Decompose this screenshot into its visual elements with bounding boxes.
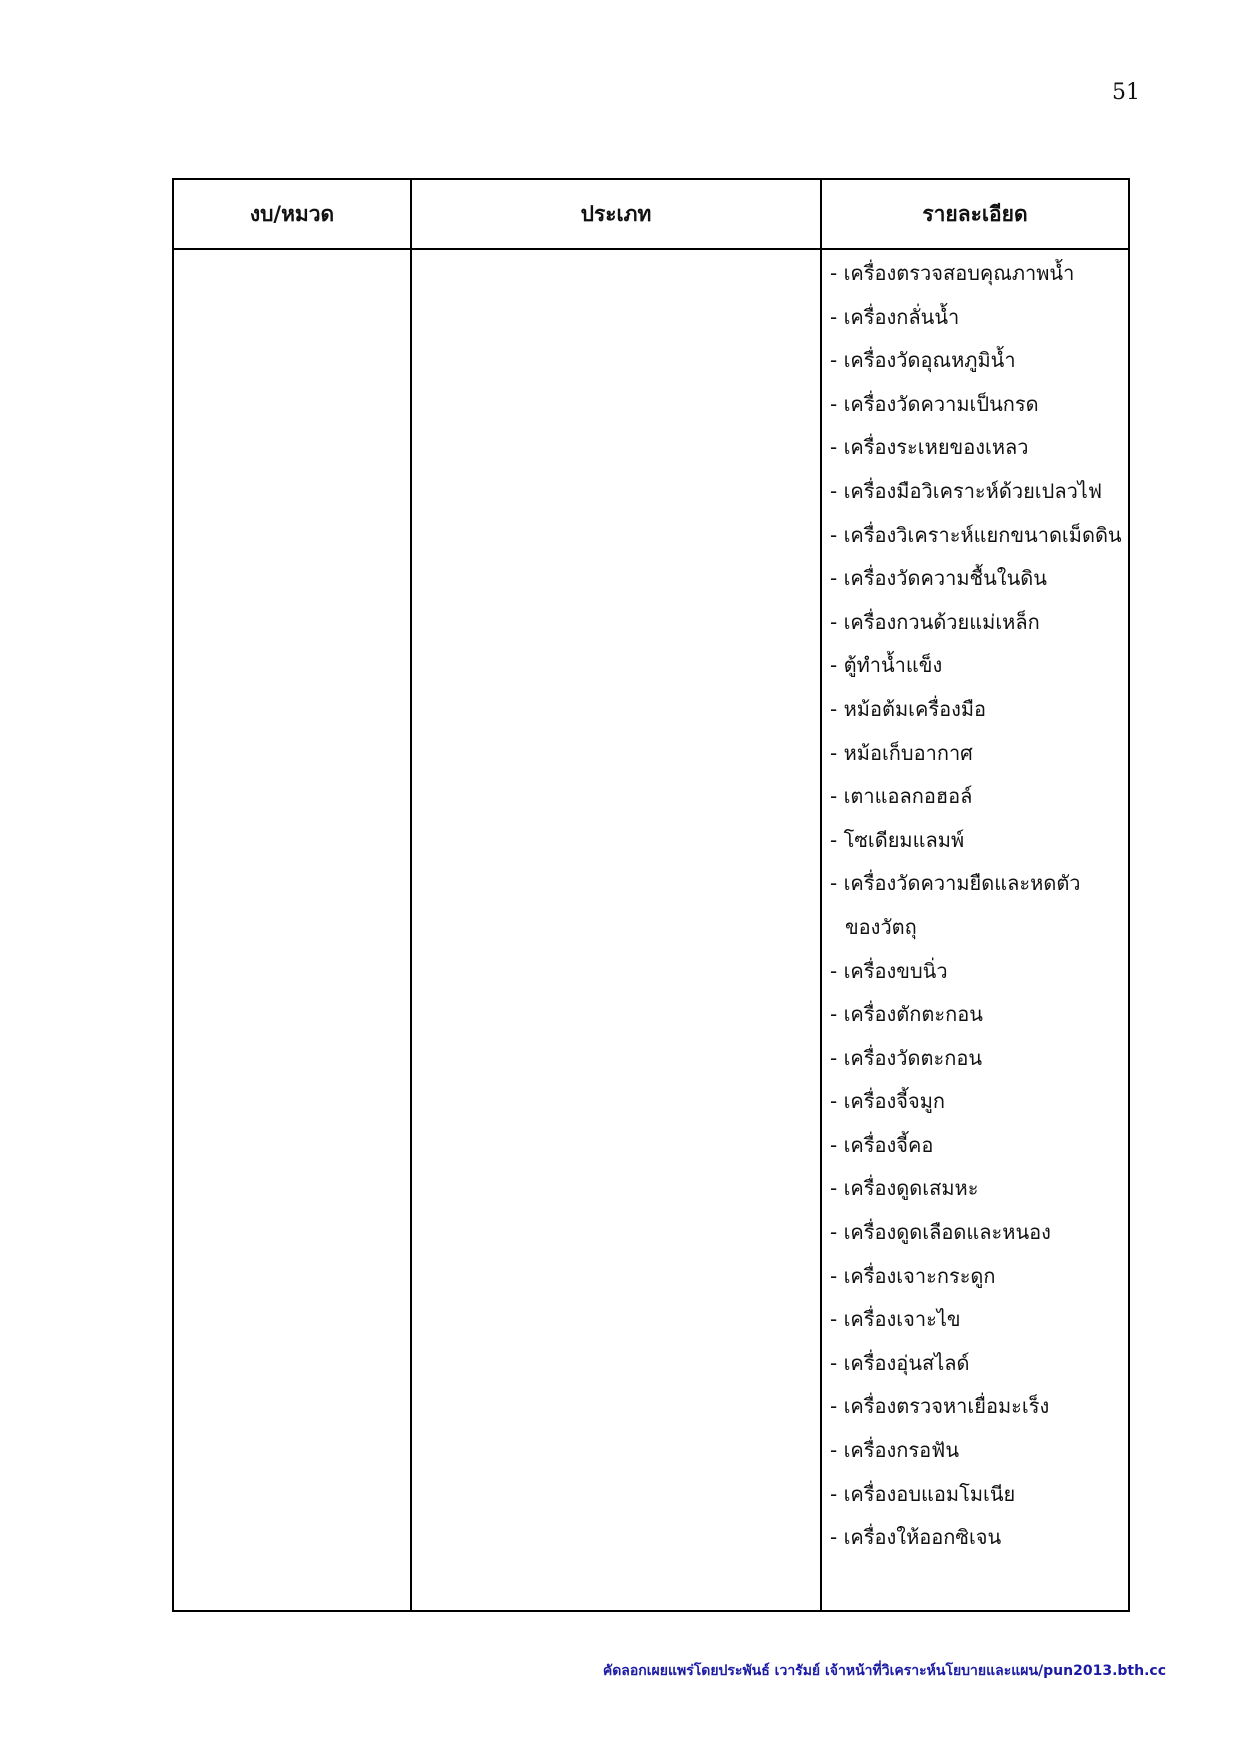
- list-item: - เครื่องมือวิเคราะห์ด้วยเปลวไฟ: [830, 478, 1103, 503]
- list-item: - เครื่องวัดความยืดและหดตัว: [830, 871, 1081, 896]
- list-item: - เครื่องกรอฟัน: [830, 1438, 960, 1463]
- budget-category-cell: [174, 250, 412, 1610]
- header-details: รายละเอียด: [922, 201, 1028, 226]
- details-cell: [822, 250, 1128, 1610]
- header-type: ประเภท: [412, 180, 822, 248]
- page-number: 51: [1112, 80, 1140, 105]
- list-item: - เครื่องตรวจสอบคุณภาพน้ำ: [830, 261, 1075, 285]
- type-cell: [412, 250, 822, 1610]
- list-item: - ตู้ทำน้ำแข็ง: [830, 653, 943, 678]
- list-item: - เครื่องตรวจหาเยื่อมะเร็ง: [830, 1394, 1050, 1419]
- list-item: - เครื่องเจาะไข: [830, 1307, 961, 1332]
- list-item: - เครื่องวิเคราะห์แยกขนาดเม็ดดิน: [830, 522, 1122, 547]
- details-list: [830, 252, 1128, 1560]
- list-item: - หม้อต้มเครื่องมือ: [830, 696, 987, 721]
- list-item: ของวัตถุ: [845, 914, 917, 939]
- list-item: - เครื่องกวนด้วยแม่เหล็ก: [830, 609, 1040, 634]
- list-item: - เครื่องให้ออกซิเจน: [830, 1525, 1002, 1550]
- list-item: - เครื่องวัดความชื้นในดิน: [830, 566, 1047, 591]
- list-item: - เครื่องจี้จมูก: [830, 1089, 946, 1114]
- list-item: - เครื่องตักตะกอน: [830, 1002, 983, 1027]
- list-item: - เครื่องเจาะกระดูก: [830, 1263, 996, 1288]
- table-header-row: [174, 180, 1128, 250]
- detail-table: [172, 178, 1130, 1612]
- list-item: - เครื่องขบนิ่ว: [830, 958, 948, 983]
- list-item: - เครื่องจี้คอ: [830, 1132, 934, 1157]
- list-item: - เครื่องวัดอุณหภูมิน้ำ: [830, 348, 1016, 373]
- list-item: - เครื่องระเหยของเหลว: [830, 435, 1029, 460]
- list-item: - เครื่องวัดความเป็นกรด: [830, 391, 1039, 416]
- list-item: - โซเดียมแลมพ์: [830, 827, 965, 852]
- list-item: - เครื่องกลั่นน้ำ: [830, 304, 960, 329]
- list-item: - เครื่องอบแอมโมเนีย: [830, 1481, 1016, 1506]
- list-item: - เครื่องดูดเสมหะ: [830, 1176, 979, 1201]
- list-item: - หม้อเก็บอากาศ: [830, 740, 973, 765]
- list-item: - เครื่องวัดตะกอน: [830, 1045, 983, 1070]
- header-budget-category: งบ/หมวด: [174, 180, 412, 248]
- table-body-row: [174, 250, 1128, 1610]
- list-item: - เตาแอลกอฮอล์: [830, 784, 973, 809]
- footer-credit: คัดลอกเผยแพร่โดยประพันธ์ เวารัมย์ เจ้าหน้าที่วิเคราะห์นโยบายและแผน/pun2013.bth.cc: [602, 1663, 1166, 1679]
- list-item: - เครื่องอุ่นสไลด์: [830, 1350, 970, 1375]
- list-item: - เครื่องดูดเลือดและหนอง: [830, 1220, 1051, 1245]
